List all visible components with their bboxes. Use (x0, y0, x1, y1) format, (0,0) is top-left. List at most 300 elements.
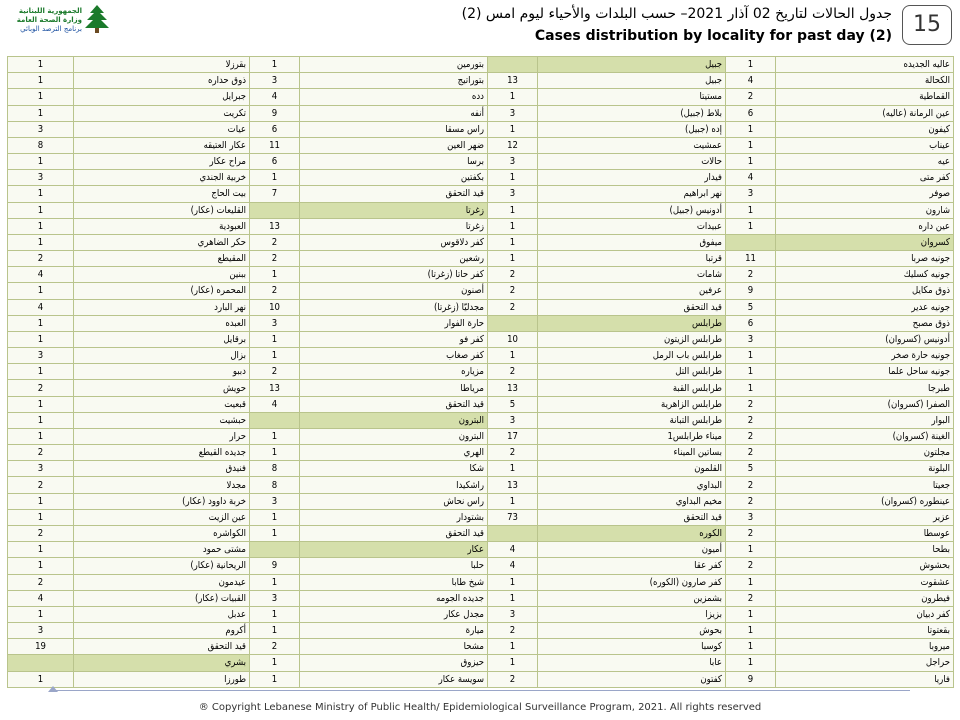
case-count-cell: 8 (250, 461, 300, 477)
case-count-cell: 2 (726, 445, 776, 461)
case-count-cell: 3 (250, 73, 300, 89)
locality-cell: المحمره (عكار) (74, 283, 250, 299)
case-count-cell: 1 (488, 89, 538, 105)
case-count-cell: 3 (488, 105, 538, 121)
case-count-cell: 3 (726, 509, 776, 525)
case-count-cell: 4 (8, 267, 74, 283)
locality-cell: فيدار (538, 170, 726, 186)
case-count-cell: 2 (8, 445, 74, 461)
locality-cell: حبشيت (74, 412, 250, 428)
locality-cell: شارون (776, 202, 954, 218)
case-count-cell: 1 (250, 525, 300, 541)
table-row (8, 202, 954, 218)
case-count-cell: 1 (250, 509, 300, 525)
case-count-cell: 1 (8, 73, 74, 89)
logo-line-2: وزارة الصحة العامة (16, 16, 82, 24)
case-count-cell: 1 (8, 202, 74, 218)
locality-cell: مخيم البداوي (538, 493, 726, 509)
case-count-cell: 2 (250, 251, 300, 267)
case-count-cell: 2 (726, 493, 776, 509)
locality-cell: طرابلس التل (538, 364, 726, 380)
locality-cell: جعيتا (776, 477, 954, 493)
locality-cell: قيد التحقق (74, 639, 250, 655)
case-count-cell: 2 (8, 251, 74, 267)
locality-cell: مجدليّا (زغرتا) (300, 299, 488, 315)
case-count-cell: 2 (488, 623, 538, 639)
locality-cell: قيد التحقق (300, 396, 488, 412)
table-row (8, 525, 954, 541)
locality-cell: فنيدق (74, 461, 250, 477)
case-count-cell: 9 (726, 283, 776, 299)
locality-cell: بساتين الميناء (538, 445, 726, 461)
locality-cell: القليعات (عكار) (74, 202, 250, 218)
ministry-logo (8, 4, 108, 44)
locality-cell: القلمون (538, 461, 726, 477)
case-count-cell: 4 (8, 299, 74, 315)
case-count-cell (488, 525, 538, 541)
case-count-cell: 4 (726, 170, 776, 186)
locality-cell: عكار العتيقه (74, 137, 250, 153)
case-count-cell: 1 (726, 218, 776, 234)
table-row (8, 299, 954, 315)
locality-cell: كيفون (776, 121, 954, 137)
locality-cell: ببنين (74, 267, 250, 283)
case-count-cell: 9 (250, 105, 300, 121)
locality-cell: زغرتا (300, 218, 488, 234)
case-count-cell: 1 (488, 202, 538, 218)
locality-cell: قرتبا (538, 251, 726, 267)
case-count-cell: 10 (488, 331, 538, 347)
case-count-cell: 17 (488, 428, 538, 444)
locality-cell: بتوراتيج (300, 73, 488, 89)
table-row (8, 655, 954, 671)
case-count-cell: 3 (250, 315, 300, 331)
case-count-cell: 1 (726, 364, 776, 380)
table-row (8, 348, 954, 364)
locality-cell: الغينة (كسروان) (776, 428, 954, 444)
case-count-cell: 6 (726, 105, 776, 121)
locality-cell: كفتون (538, 671, 726, 687)
case-count-cell (250, 542, 300, 558)
title-arabic: جدول الحالات لتاريخ 02 آذار 2021– حسب البلدات والأحياء ليوم امس (2) (461, 6, 892, 22)
case-count-cell (8, 655, 74, 671)
table-row (8, 283, 954, 299)
locality-cell: بكفتين (300, 170, 488, 186)
case-count-cell: 2 (250, 639, 300, 655)
case-count-cell: 13 (250, 218, 300, 234)
case-count-cell: 2 (726, 558, 776, 574)
case-count-cell: 1 (726, 380, 776, 396)
locality-cell: جبيل (538, 73, 726, 89)
locality-cell: قيد التحقق (300, 186, 488, 202)
case-count-cell: 1 (488, 461, 538, 477)
locality-cell: كوسبا (538, 639, 726, 655)
case-count-cell: 1 (8, 509, 74, 525)
locality-cell: عيناب (776, 137, 954, 153)
locality-cell: نهر البارد (74, 299, 250, 315)
locality-cell: عوسطا (776, 525, 954, 541)
case-count-cell: 2 (726, 89, 776, 105)
case-count-cell: 2 (250, 283, 300, 299)
locality-cell: كفر دبيان (776, 606, 954, 622)
locality-cell: ميروبا (776, 639, 954, 655)
case-count-cell: 1 (726, 348, 776, 364)
table-row (8, 412, 954, 428)
cases-table (7, 56, 954, 688)
case-count-cell: 1 (8, 606, 74, 622)
locality-cell: ميفوق (538, 234, 726, 250)
case-count-cell (726, 234, 776, 250)
locality-cell: بحشوش (776, 558, 954, 574)
locality-cell: برسا (300, 154, 488, 170)
case-count-cell: 2 (8, 525, 74, 541)
locality-cell: جونيه حارة صخر (776, 348, 954, 364)
case-count-cell: 1 (8, 396, 74, 412)
locality-cell: فيطرون (776, 590, 954, 606)
case-count-cell: 5 (726, 299, 776, 315)
case-count-cell: 13 (488, 477, 538, 493)
locality-cell: بقعتوتا (776, 623, 954, 639)
case-count-cell: 2 (726, 525, 776, 541)
table-row (8, 542, 954, 558)
case-count-cell: 1 (726, 121, 776, 137)
case-count-cell: 1 (8, 542, 74, 558)
locality-cell: أدونيس (كسروان) (776, 331, 954, 347)
locality-cell: حارة الفوار (300, 315, 488, 331)
case-count-cell (488, 315, 538, 331)
logo-line-3: برنامج الترصد الوبائي (20, 25, 82, 33)
locality-cell: إده (جبيل) (538, 121, 726, 137)
locality-cell: ضهر العين (300, 137, 488, 153)
case-count-cell: 2 (8, 574, 74, 590)
case-count-cell: 2 (726, 412, 776, 428)
case-count-cell: 1 (250, 170, 300, 186)
locality-cell: برقايل (74, 331, 250, 347)
case-count-cell: 1 (488, 234, 538, 250)
case-count-cell: 1 (8, 186, 74, 202)
copyright-notice: ® Copyright Lebanese Ministry of Public Health/ Epidemiological Surveillance Program, 2021. All rights reserved (198, 702, 762, 713)
locality-cell: عيه (776, 154, 954, 170)
locality-cell: طرابلس باب الرمل (538, 348, 726, 364)
locality-cell: القبيات (عكار) (74, 590, 250, 606)
table-row (8, 477, 954, 493)
locality-cell: قيد التحقق (538, 299, 726, 315)
case-count-cell: 2 (488, 671, 538, 687)
locality-cell: كفر حاتا (زغرتا) (300, 267, 488, 283)
case-count-cell: 1 (726, 623, 776, 639)
locality-cell: جونيه عدير (776, 299, 954, 315)
case-count-cell (488, 57, 538, 73)
locality-cell: حكر الضاهري (74, 234, 250, 250)
case-count-cell: 1 (8, 154, 74, 170)
locality-cell: ميارة (300, 623, 488, 639)
case-count-cell: 2 (726, 590, 776, 606)
locality-cell: أكروم (74, 623, 250, 639)
case-count-cell: 2 (488, 364, 538, 380)
case-count-cell: 19 (8, 639, 74, 655)
case-count-cell: 1 (250, 267, 300, 283)
locality-cell: مراح عكار (74, 154, 250, 170)
case-count-cell: 6 (250, 154, 300, 170)
table-row (8, 380, 954, 396)
table-row (8, 137, 954, 153)
table-row (8, 639, 954, 655)
locality-cell: عين الرمانة (عاليه) (776, 105, 954, 121)
case-count-cell: 2 (8, 477, 74, 493)
table-body (8, 57, 954, 688)
table-row (8, 170, 954, 186)
locality-cell: بيت الحاج (74, 186, 250, 202)
case-count-cell: 5 (488, 396, 538, 412)
table-row (8, 186, 954, 202)
case-count-cell: 2 (726, 396, 776, 412)
case-count-cell: 7 (250, 186, 300, 202)
title-english: Cases distribution by locality for past day (2) (534, 28, 892, 44)
locality-cell: عشقوت (776, 574, 954, 590)
locality-cell: دده (300, 89, 488, 105)
locality-cell: العبده (74, 315, 250, 331)
locality-cell: كفر متى (776, 170, 954, 186)
locality-cell: بزيزا (538, 606, 726, 622)
case-count-cell: 12 (488, 137, 538, 153)
logo-line-1: الجمهورية اللبنانية (18, 7, 82, 15)
case-count-cell: 1 (8, 364, 74, 380)
locality-cell: كفر صارون (الكوره) (538, 574, 726, 590)
case-count-cell: 10 (250, 299, 300, 315)
case-count-cell: 3 (8, 121, 74, 137)
locality-cell: شكا (300, 461, 488, 477)
case-count-cell (250, 202, 300, 218)
case-count-cell: 3 (250, 590, 300, 606)
district-header-cell: زغرتا (300, 202, 488, 218)
case-count-cell: 1 (250, 428, 300, 444)
table-row (8, 606, 954, 622)
case-count-cell: 1 (726, 655, 776, 671)
locality-cell: مجدل عكار (300, 606, 488, 622)
table-row (8, 428, 954, 444)
locality-cell: البوار (776, 412, 954, 428)
case-count-cell: 11 (250, 137, 300, 153)
case-count-cell: 8 (250, 477, 300, 493)
case-count-cell: 1 (488, 590, 538, 606)
table-row (8, 251, 954, 267)
case-count-cell: 1 (250, 623, 300, 639)
locality-cell: طرابلس الزيتون (538, 331, 726, 347)
case-count-cell: 13 (488, 73, 538, 89)
case-count-cell: 2 (250, 364, 300, 380)
case-count-cell: 3 (488, 186, 538, 202)
locality-cell: القماطية (776, 89, 954, 105)
case-count-cell: 6 (250, 121, 300, 137)
table-row (8, 331, 954, 347)
page-number: 15 (902, 5, 952, 45)
table-row (8, 461, 954, 477)
case-count-cell: 3 (726, 186, 776, 202)
case-count-cell: 4 (726, 73, 776, 89)
locality-cell: بحوش (538, 623, 726, 639)
cedar-icon (84, 4, 110, 34)
case-count-cell: 1 (8, 315, 74, 331)
case-count-cell: 4 (250, 396, 300, 412)
case-count-cell: 3 (488, 606, 538, 622)
locality-cell: جبرايل (74, 89, 250, 105)
case-count-cell: 11 (726, 251, 776, 267)
case-count-cell: 1 (8, 412, 74, 428)
locality-cell: بشمزين (538, 590, 726, 606)
table-row (8, 315, 954, 331)
case-count-cell: 1 (726, 639, 776, 655)
locality-cell: طرابلس القبة (538, 380, 726, 396)
case-count-cell: 1 (8, 428, 74, 444)
case-count-cell: 1 (8, 57, 74, 73)
table-row (8, 671, 954, 687)
case-count-cell: 2 (8, 380, 74, 396)
case-count-cell: 3 (8, 348, 74, 364)
locality-cell: ذوق مصبح (776, 315, 954, 331)
locality-cell: البترون (300, 428, 488, 444)
case-count-cell: 73 (488, 509, 538, 525)
case-count-cell: 2 (726, 428, 776, 444)
table-row (8, 364, 954, 380)
locality-cell: المقيطع (74, 251, 250, 267)
case-count-cell: 4 (250, 89, 300, 105)
locality-cell: طبرجا (776, 380, 954, 396)
case-count-cell (250, 412, 300, 428)
case-count-cell: 13 (488, 380, 538, 396)
locality-cell: حالات (538, 154, 726, 170)
locality-cell: نهر ابراهيم (538, 186, 726, 202)
locality-cell: البداوي (538, 477, 726, 493)
table-row (8, 73, 954, 89)
case-count-cell: 4 (8, 590, 74, 606)
case-count-cell: 1 (488, 639, 538, 655)
locality-cell: كفر صغاب (300, 348, 488, 364)
case-count-cell: 1 (8, 218, 74, 234)
locality-cell: ذوق مكايل (776, 283, 954, 299)
case-count-cell: 1 (250, 445, 300, 461)
case-count-cell: 1 (726, 574, 776, 590)
locality-cell: كفر عقا (538, 558, 726, 574)
case-count-cell: 1 (250, 331, 300, 347)
table-row (8, 218, 954, 234)
case-count-cell: 1 (8, 234, 74, 250)
locality-cell: بلاط (جبيل) (538, 105, 726, 121)
case-count-cell: 1 (488, 348, 538, 364)
case-count-cell: 1 (488, 655, 538, 671)
locality-cell: جديده الجومه (300, 590, 488, 606)
case-count-cell: 1 (250, 574, 300, 590)
locality-cell: قبعيت (74, 396, 250, 412)
case-count-cell: 2 (488, 283, 538, 299)
case-count-cell: 2 (726, 477, 776, 493)
locality-cell: طورزا (74, 671, 250, 687)
locality-cell: شامات (538, 267, 726, 283)
locality-cell: مستيتا (538, 89, 726, 105)
case-count-cell: 3 (8, 170, 74, 186)
locality-cell: الهري (300, 445, 488, 461)
locality-cell: خربية الجندي (74, 170, 250, 186)
locality-cell: عابا (538, 655, 726, 671)
case-count-cell: 2 (726, 267, 776, 283)
locality-cell: الكحالة (776, 73, 954, 89)
case-count-cell: 3 (8, 623, 74, 639)
table-row (8, 396, 954, 412)
locality-cell: رشعين (300, 251, 488, 267)
locality-cell: البلونة (776, 461, 954, 477)
locality-cell: فاريا (776, 671, 954, 687)
locality-cell: أميون (538, 542, 726, 558)
case-count-cell: 1 (250, 348, 300, 364)
case-count-cell: 1 (488, 121, 538, 137)
corner-marker (48, 686, 58, 692)
case-count-cell: 1 (8, 105, 74, 121)
table-row (8, 493, 954, 509)
table-row (8, 623, 954, 639)
locality-cell: صوفر (776, 186, 954, 202)
locality-cell: بشتودار (300, 509, 488, 525)
case-count-cell: 1 (488, 170, 538, 186)
locality-cell: الكواشره (74, 525, 250, 541)
table-row (8, 574, 954, 590)
case-count-cell: 1 (8, 558, 74, 574)
case-count-cell: 1 (250, 671, 300, 687)
case-count-cell: 1 (726, 154, 776, 170)
table-row (8, 154, 954, 170)
district-header-cell: الكوره (538, 525, 726, 541)
locality-cell: شيخ طابا (300, 574, 488, 590)
case-count-cell: 1 (488, 218, 538, 234)
case-count-cell: 3 (488, 154, 538, 170)
case-count-cell: 1 (726, 202, 776, 218)
locality-cell: حلبا (300, 558, 488, 574)
table-row (8, 105, 954, 121)
locality-cell: حراجل (776, 655, 954, 671)
table-row (8, 590, 954, 606)
locality-cell: عين الزيت (74, 509, 250, 525)
locality-cell: طرابلس التبانة (538, 412, 726, 428)
locality-cell: الريحانية (عكار) (74, 558, 250, 574)
locality-cell: بطحا (776, 542, 954, 558)
case-count-cell: 1 (250, 606, 300, 622)
locality-cell: العبودية (74, 218, 250, 234)
case-count-cell: 3 (8, 461, 74, 477)
locality-cell: خربة داوود (عكار) (74, 493, 250, 509)
case-count-cell: 3 (488, 412, 538, 428)
locality-cell: عينطوره (كسروان) (776, 493, 954, 509)
locality-cell: بزال (74, 348, 250, 364)
footer-divider (50, 690, 910, 691)
case-count-cell: 1 (726, 137, 776, 153)
locality-cell: بتورمين (300, 57, 488, 73)
locality-cell: عاليه الجديده (776, 57, 954, 73)
locality-cell: راشكيدا (300, 477, 488, 493)
locality-cell: جديده القيطع (74, 445, 250, 461)
case-count-cell: 2 (250, 234, 300, 250)
case-count-cell: 5 (726, 461, 776, 477)
case-count-cell: 1 (8, 283, 74, 299)
locality-cell: أصنون (300, 283, 488, 299)
locality-cell: مرياطا (300, 380, 488, 396)
case-count-cell: 1 (250, 57, 300, 73)
locality-cell: عمشيت (538, 137, 726, 153)
locality-cell: راس نحاش (300, 493, 488, 509)
case-count-cell: 1 (8, 89, 74, 105)
locality-cell: ذوق حداره (74, 73, 250, 89)
district-header-cell: عكار (300, 542, 488, 558)
locality-cell: جونيه كسليك (776, 267, 954, 283)
case-count-cell: 1 (250, 655, 300, 671)
table-row (8, 509, 954, 525)
